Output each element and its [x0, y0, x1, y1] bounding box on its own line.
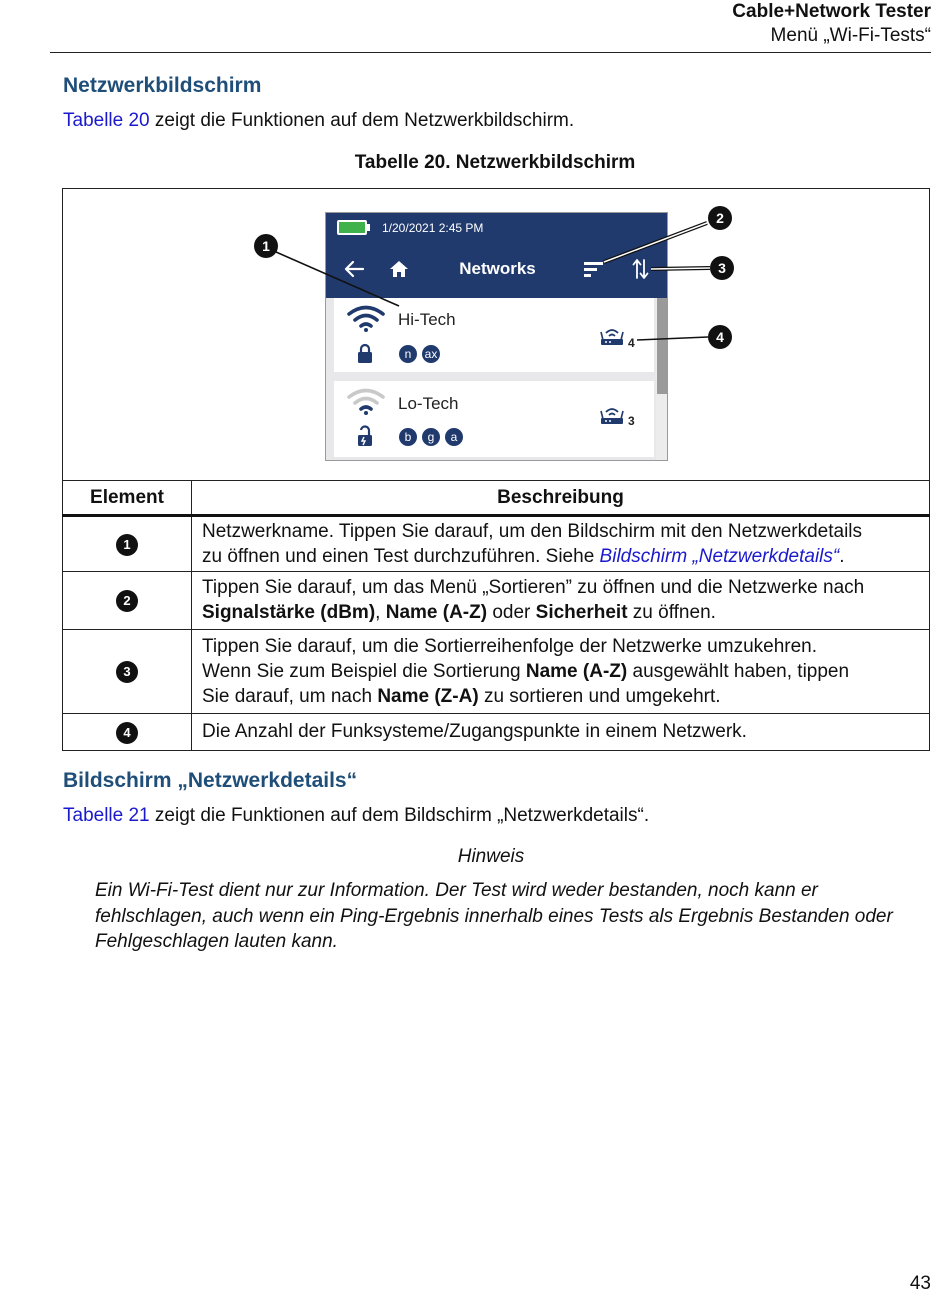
link-tabelle-21[interactable]: Tabelle 21: [63, 805, 150, 826]
page-number: 43: [909, 1273, 931, 1294]
desc-text: oder: [487, 602, 536, 623]
desc-text: .: [839, 545, 845, 567]
element-number: 3: [116, 661, 138, 683]
desc-bold: Sicherheit: [535, 602, 628, 623]
screen-title: Networks: [459, 259, 536, 278]
element-number: 1: [116, 534, 138, 556]
ap-count: 3: [628, 414, 635, 428]
desc-bold: Name (Z-A): [377, 685, 479, 707]
link-bildschirm-netzwerkdetails[interactable]: Bildschirm „Netzwerkdetails“: [599, 545, 840, 567]
standard-badge: ax: [422, 345, 440, 363]
desc-text: zu öffnen.: [627, 602, 716, 623]
table-row: [63, 714, 930, 751]
leader-line-3-inner: [651, 268, 710, 269]
standard-badge: a: [445, 428, 463, 446]
link-tabelle-20[interactable]: Tabelle 20: [63, 110, 150, 131]
element-description-table: [62, 480, 930, 751]
desc-bold: Name (A-Z): [385, 602, 488, 623]
standard-badge: g: [422, 428, 440, 446]
element-cell: [63, 714, 192, 751]
product-name: Cable+Network Tester: [732, 1, 931, 22]
callout-2: 2: [708, 206, 732, 230]
intro-paragraph-2: [63, 805, 649, 827]
standard-badge: b: [399, 428, 417, 446]
callout-leader-lines: [0, 0, 950, 500]
element-cell: [63, 516, 192, 572]
leader-line-4: [637, 337, 708, 340]
description-cell: [192, 572, 930, 630]
leader-line-2-inner: [604, 223, 707, 262]
leader-line-1: [276, 252, 399, 306]
element-number: 4: [116, 722, 138, 744]
note-text: Ein Wi-Fi-Test dient nur zur Information. Der Test wird weder bestanden, noch kann er fehlschlagen, auch wenn ein Ping-Ergebnis innerhalb eines Tests als Ergebnis Bestanden oder Fehlgeschlagen lauten kann.: [95, 880, 893, 952]
table-header-row: [63, 481, 930, 516]
desc-text: ausgewählt haben, tippen: [627, 660, 850, 682]
desc-text: Sie darauf, um nach: [202, 685, 378, 707]
desc-text: zu öffnen und einen Test durchzuführen. Siehe: [202, 545, 600, 567]
column-header-description: Beschreibung: [192, 481, 930, 516]
section-name: Menü „Wi-Fi-Tests“: [770, 25, 931, 46]
intro-text-1: zeigt die Funktionen auf dem Netzwerkbildschirm.: [149, 110, 575, 131]
ap-count: 4: [628, 336, 635, 350]
intro-text-2: zeigt die Funktionen auf dem Bildschirm „Netzwerkdetails“.: [149, 805, 650, 826]
description-cell: [192, 516, 930, 572]
table-caption: Tabelle 20. Netzwerkbildschirm: [354, 152, 636, 173]
section-heading-netzwerkbildschirm: Netzwerkbildschirm: [63, 74, 262, 97]
desc-line: Netzwerkname. Tippen Sie darauf, um den Bildschirm mit den Netzwerkdetails: [202, 520, 863, 542]
desc-text: zu sortieren und umgekehrt.: [478, 685, 721, 707]
network-name[interactable]: Hi-Tech: [398, 310, 456, 329]
column-header-element: Element: [63, 481, 192, 516]
callout-3: 3: [710, 256, 734, 280]
desc-line: Tippen Sie darauf, um die Sortierreihenfolge der Netzwerke umzukehren.: [202, 635, 818, 657]
description-cell: Die Anzahl der Funksysteme/Zugangspunkte in einem Netzwerk.: [192, 714, 930, 751]
element-cell: [63, 572, 192, 630]
network-name[interactable]: Lo-Tech: [398, 394, 459, 413]
description-cell: [192, 630, 930, 714]
note-title: Hinweis: [457, 846, 525, 867]
desc-text: ,: [375, 602, 386, 623]
desc-bold: Name (A-Z): [525, 660, 628, 682]
element-number: 2: [116, 590, 138, 612]
callout-4: 4: [708, 325, 732, 349]
desc-bold: Signalstärke (dBm): [202, 602, 376, 623]
element-cell: [63, 630, 192, 714]
screen-datetime: 1/20/2021 2:45 PM: [382, 221, 484, 235]
callout-1: 1: [254, 234, 278, 258]
section-heading-netzwerkdetails: Bildschirm „Netzwerkdetails“: [63, 769, 358, 792]
desc-text: Wenn Sie zum Beispiel die Sortierung: [202, 660, 526, 682]
standard-badge: n: [399, 345, 417, 363]
table-row: [63, 516, 930, 572]
desc-line: Tippen Sie darauf, um das Menü „Sortieren” zu öffnen und die Netzwerke nach: [202, 577, 865, 598]
table-row: [63, 572, 930, 630]
table-row: [63, 630, 930, 714]
